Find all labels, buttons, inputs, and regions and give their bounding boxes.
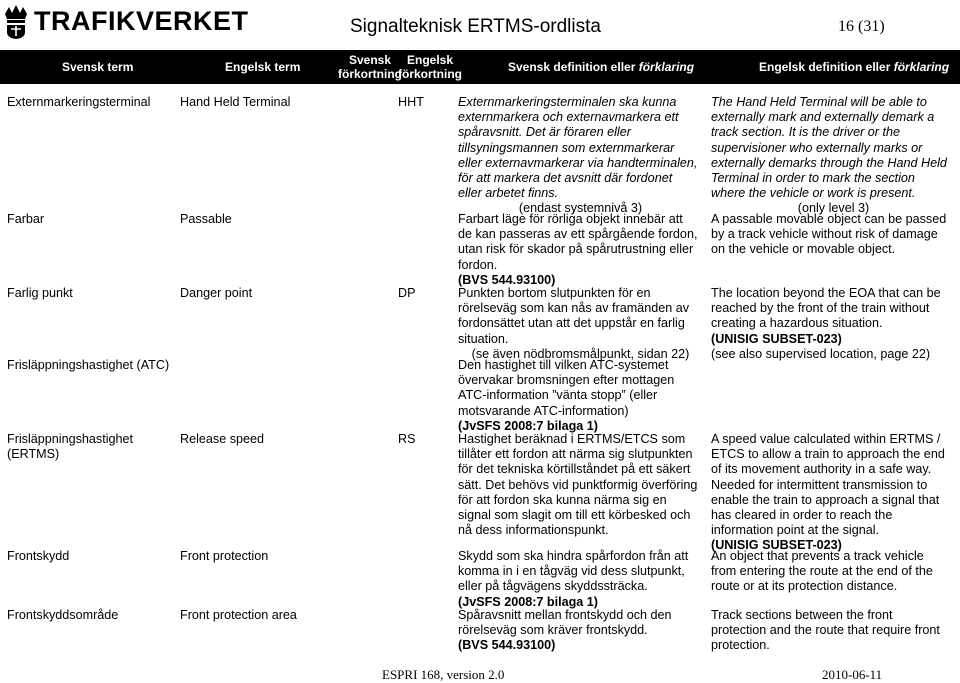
- english-term: Danger point: [180, 286, 253, 300]
- crown-icon: [2, 2, 30, 40]
- swedish-definition: Punkten bortom slutpunkten för en rörelseväg som kan nås av framänden av fordonsättet utan att det uppstår en farlig situation. (se även nödbromsmålpunkt, sidan 22): [458, 286, 690, 361]
- col-english-term: Engelsk term: [225, 60, 301, 74]
- logo-text: TRAFIKVERKET: [34, 5, 249, 36]
- footer-doc-id: ESPRI 168, version 2.0: [382, 667, 505, 682]
- swedish-term: Externmarkeringsterminal: [7, 95, 151, 109]
- swedish-term: Frisläppningshastighet (ATC): [7, 358, 170, 372]
- swedish-term: Frontskydd: [7, 549, 70, 563]
- english-term: Front protection: [180, 549, 269, 563]
- abbreviation: HHT: [398, 95, 424, 109]
- col-swedish-abbr: Svensk förkortning: [338, 53, 402, 81]
- col-swedish-definition: Svensk definition eller förklaring: [508, 60, 695, 74]
- english-term: Passable: [180, 212, 232, 226]
- swedish-definition: Skydd som ska hindra spårfordon från att komma in i en tågväg vid dess slutpunkt, eller på tågvägens skyddssträcka. (JvSFS 2008:7 bilaga 1): [458, 549, 689, 609]
- english-definition: A speed value calculated within ERTMS / ETCS to allow a train to approach the end of its movement authority in a safe way. Needed for intermittent transmission to enable the train to approach a signal that has cleared in order to reach the information point at the signal. (UNISIG SUBSET-023): [711, 432, 945, 553]
- document-title: Signalteknisk ERTMS-ordlista: [350, 16, 601, 37]
- english-definition: The location beyond the EOA that can be reached by the front of the train without creating a hazardous situation. (UNISIG SUBSET-023) (see also supervised location, page 22): [711, 286, 941, 361]
- swedish-term: Farlig punkt: [7, 286, 73, 300]
- english-term: Release speed: [180, 432, 265, 446]
- english-definition: Track sections between the front protection and the route that require front protection.: [711, 608, 940, 653]
- logo: [2, 2, 249, 40]
- swedish-term: Farbar: [7, 212, 45, 226]
- abbreviation: DP: [398, 286, 416, 300]
- page-number: 16 (31): [838, 18, 885, 35]
- col-swedish-term: Svensk term: [62, 60, 134, 74]
- swedish-definition: Hastighet beräknad i ERTMS/ETCS som tillåter ett fordon att närma sig slutpunkten för det tekniska körtillståndet på ett säkert sätt. Det behövs vid punktformig överföring för att fordon ska kunna närma sig en signal som slagit om till ett körbesked och nå dess informationspunkt.: [458, 432, 698, 538]
- col-english-definition: Engelsk definition eller förklaring: [759, 60, 950, 74]
- swedish-definition: Farbart läge för rörliga objekt innebär att de kan passeras av ett spårgående fordon, utan risk för skador på spårutrustning eller fordon. (BVS 544.93100): [458, 212, 698, 287]
- english-definition: The Hand Held Terminal will be able to externally mark and externally demark a track section. It is the driver or the supervisioner who externally marks or externally demarks through the Hand Held Terminal in order to mark the section where the vehicle or work is present. (only level 3): [711, 95, 947, 216]
- swedish-definition: Den hastighet till vilken ATC-systemet övervakar bromsningen efter mottagen ATC-information ”vänta stopp” (eller motsvarande ATC-information) (JvSFS 2008:7 bilaga 1): [458, 358, 675, 433]
- english-definition: A passable movable object can be passed by a track vehicle without risk of damage on the vehicle or movable object.: [711, 212, 947, 257]
- page-header: [0, 0, 960, 50]
- english-term: Hand Held Terminal: [180, 95, 291, 109]
- swedish-term: Frontskyddsområde: [7, 608, 119, 622]
- swedish-term: Frisläppningshastighet (ERTMS): [7, 432, 134, 462]
- column-header-bar: [0, 50, 960, 84]
- abbreviation: RS: [398, 432, 416, 446]
- swedish-definition: Spåravsnitt mellan frontskydd och den rörelseväg som kräver frontskydd. (BVS 544.93100): [458, 608, 672, 653]
- footer-date: 2010-06-11: [822, 667, 883, 682]
- col-english-abbr: Engelsk förkortning: [398, 53, 462, 81]
- english-definition: An object that prevents a track vehicle from entering the route at the end of the route or at its protection distance.: [711, 549, 933, 594]
- english-term: Front protection area: [180, 608, 297, 622]
- swedish-definition: Externmarkeringsterminalen ska kunna externmarkera och externavmarkera ett spåravsnitt. Det är föraren eller tillsyningsmannen som externmarkerar eller externavmarkerar via handterminalen, för att markera det avsnitt där fordonet eller arbetet finns. (endast systemnivå 3): [458, 95, 698, 216]
